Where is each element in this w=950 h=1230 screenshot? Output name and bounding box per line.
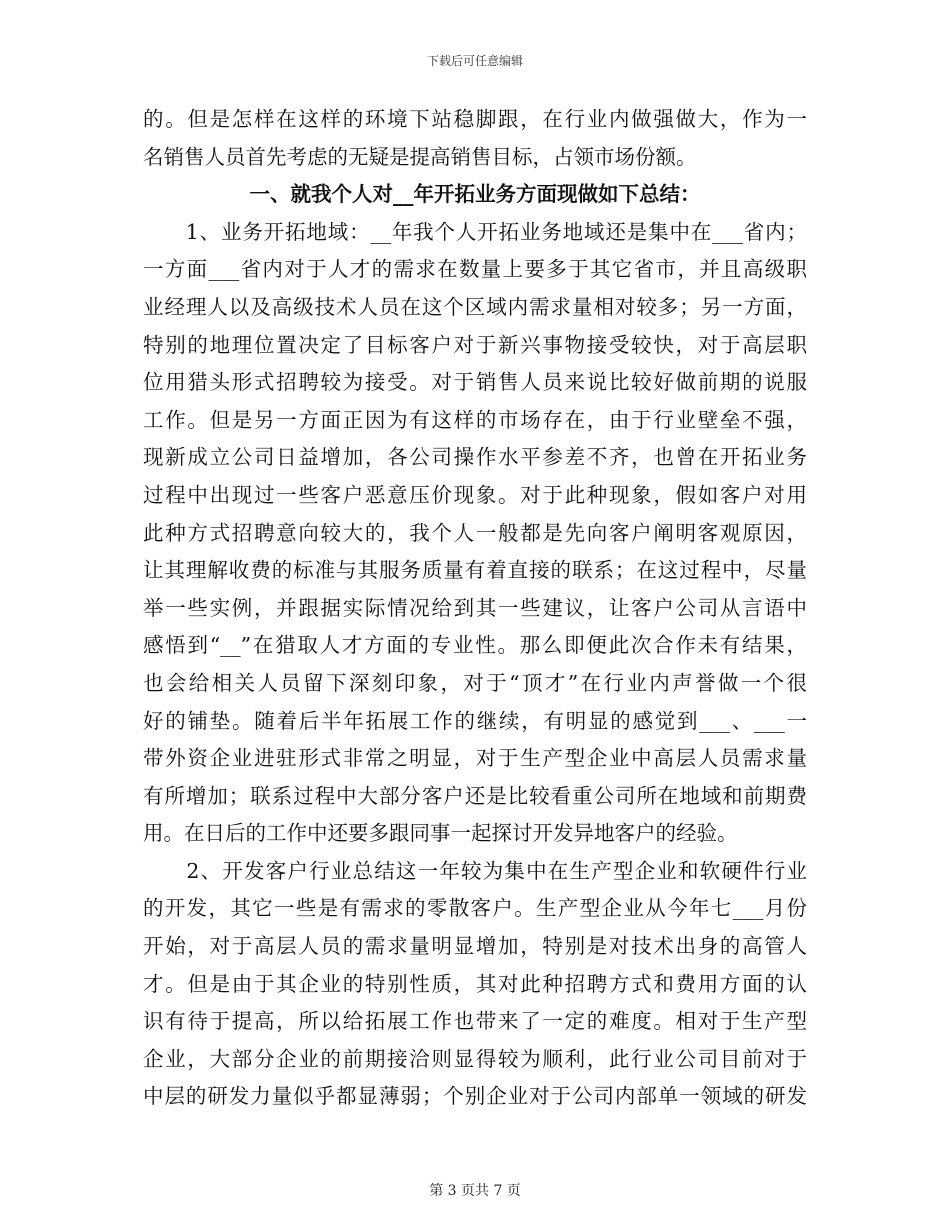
text-line: 带外资企业进驻形式非常之明显，对于生产型企业中高层人员需求量 bbox=[143, 746, 807, 771]
text-line: 名销售人员首先考虑的无疑是提高销售目标，占领市场份额。 bbox=[143, 144, 697, 169]
page-header: 下载后可任意编辑 bbox=[426, 54, 523, 68]
text-line: 有所增加；联系过程中大部分客户还是比较看重公司所在地域和前期费 bbox=[143, 783, 807, 808]
text-line: 业经理人以及高级技术人员在这个区域内需求量相对较多；另一方面， bbox=[143, 294, 807, 319]
text-line: 此种方式招聘意向较大的，我个人一般都是先向客户阐明客观原因， bbox=[143, 520, 807, 545]
text-line: 好的铺垫。随着后半年拓展工作的继续，有明显的感觉到___、___一 bbox=[143, 708, 807, 733]
text-line: 过程中出现过一些客户恶意压价现象。对于此种现象，假如客户对用 bbox=[143, 482, 807, 507]
text-line: 也会给相关人员留下深刻印象，对于“顶才”在行业内声誉做一个很 bbox=[143, 670, 807, 695]
text-line: 的开发，其它一些是有需求的零散客户。生产型企业从今年七___月份 bbox=[143, 896, 807, 921]
text-line: 让其理解收费的标准与其服务质量有着直接的联系；在这过程中，尽量 bbox=[143, 558, 807, 583]
text-line: 2、开发客户行业总结这一年较为集中在生产型企业和软硬件行业 bbox=[143, 858, 807, 883]
page-footer: 第 3 页共 7 页 bbox=[429, 1183, 521, 1199]
document-body bbox=[143, 101, 807, 1116]
text-line: 工作。但是另一方面正因为有这样的市场存在，由于行业壁垒不强， bbox=[143, 407, 807, 432]
text-line: 位用猎头形式招聘较为接受。对于销售人员来说比较好做前期的说服 bbox=[143, 370, 807, 395]
text-line: 才。但是由于其企业的特别性质，其对此种招聘方式和费用方面的认 bbox=[143, 971, 807, 996]
text-line: 1、业务开拓地域：__年我个人开拓业务地域还是集中在___省内； bbox=[143, 219, 807, 244]
text-line: 开始，对于高层人员的需求量明显增加，特别是对技术出身的高管人 bbox=[143, 934, 807, 959]
text-line: 识有待于提高，所以给拓展工作也带来了一定的难度。相对于生产型 bbox=[143, 1009, 807, 1034]
text-line: 现新成立公司日益增加，各公司操作水平参差不齐，也曾在开拓业务 bbox=[143, 445, 807, 470]
text-line: 企业，大部分企业的前期接洽则显得较为顺利，此行业公司目前对于 bbox=[143, 1046, 807, 1071]
text-line: 中层的研发力量似乎都显薄弱；个别企业对于公司内部单一领域的研发 bbox=[143, 1084, 807, 1109]
text-line: 一方面___省内对于人才的需求在数量上要多于其它省市，并且高级职 bbox=[143, 257, 807, 282]
text-line: 用。在日后的工作中还要多跟同事一起探讨开发异地客户的经验。 bbox=[143, 821, 738, 846]
text-line: 特别的地理位置决定了目标客户对于新兴事物接受较快，对于高层职 bbox=[143, 332, 807, 357]
section-heading: 一、就我个人对__年开拓业务方面现做如下总结： bbox=[249, 182, 701, 207]
text-line: 感悟到“__”在猎取人才方面的专业性。那么即便此次合作未有结果， bbox=[143, 633, 807, 658]
text-line: 举一些实例，并跟据实际情况给到其一些建议，让客户公司从言语中 bbox=[143, 595, 807, 620]
text-line: 的。但是怎样在这样的环境下站稳脚跟，在行业内做强做大，作为一 bbox=[143, 107, 807, 131]
